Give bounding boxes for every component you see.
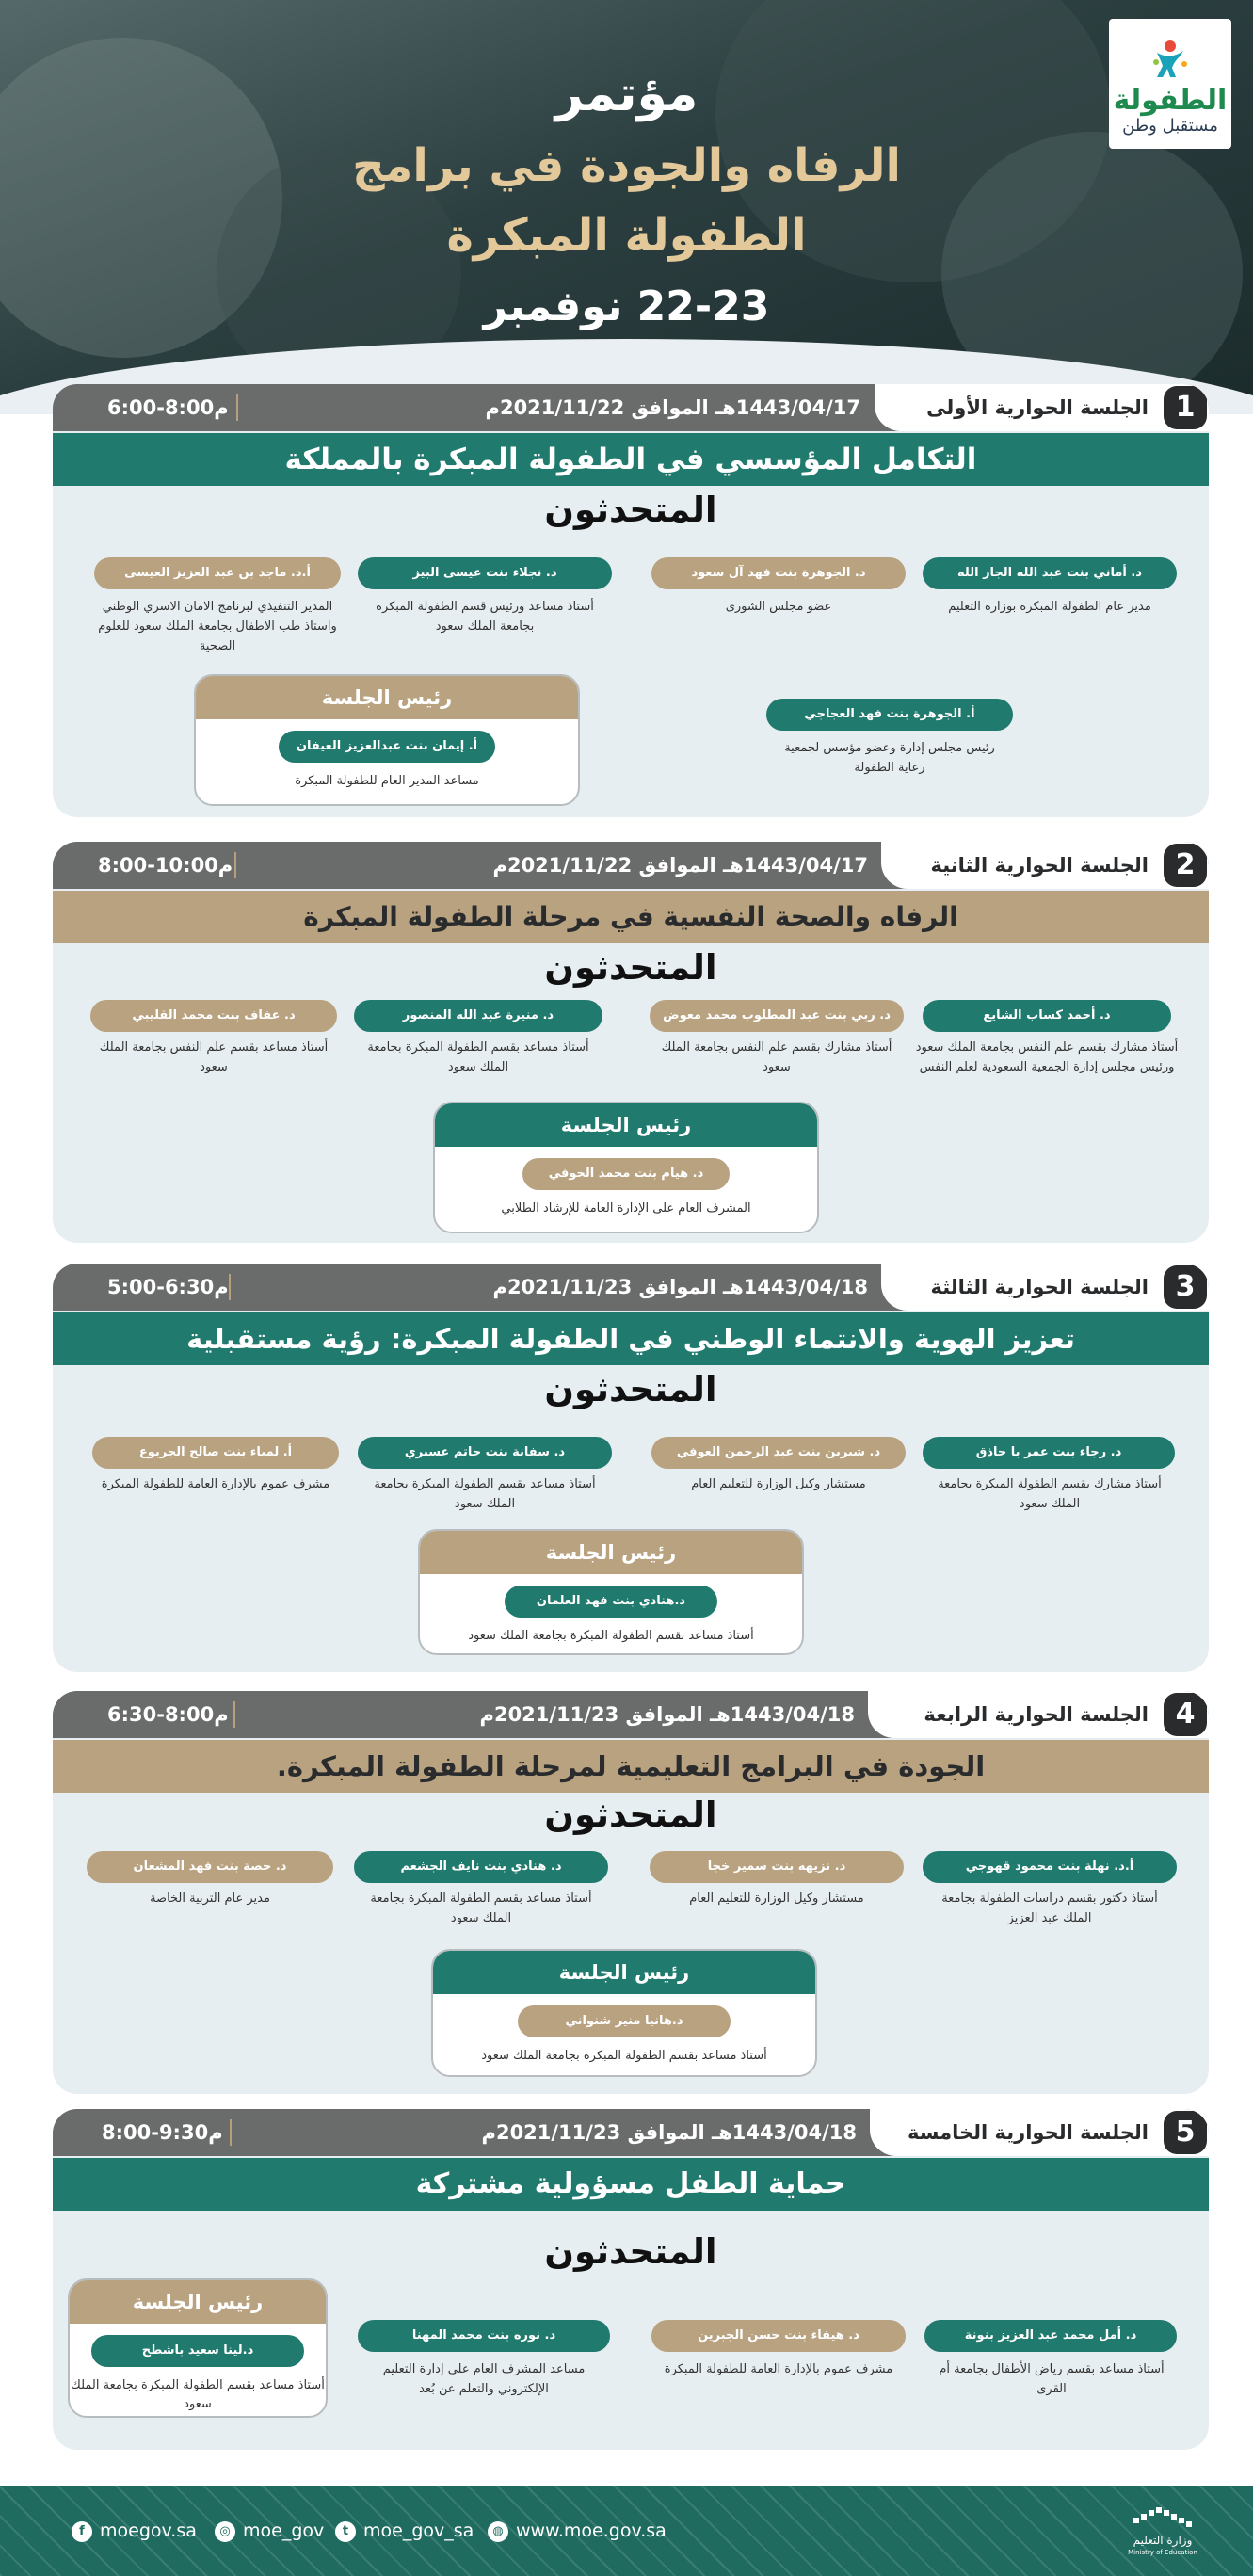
session-name-tab (881, 1264, 1209, 1311)
session-card-3 (53, 1264, 1209, 1672)
twitter-icon: t (335, 2521, 356, 2542)
session-chair-box (431, 1949, 817, 2077)
speaker-name: د. نوره بنت محمد المهنا (358, 2320, 610, 2352)
chair-heading: رئيس الجلسة (435, 1103, 817, 1147)
hero-banner (0, 0, 1253, 414)
chair-heading: رئيس الجلسة (433, 1951, 815, 1994)
chair-desc: أستاذ مساعد بقسم الطفولة المبكرة بجامعة الملك سعود (71, 2378, 325, 2411)
session-topic: الرفاه والصحة النفسية في مرحلة الطفولة المبكرة (53, 891, 1209, 943)
chair-heading: رئيس الجلسة (70, 2280, 326, 2324)
speaker-name: د. أماني بنت عبد الله الجار الله (923, 557, 1177, 589)
child-figure-icon (1151, 40, 1189, 77)
session-card-2 (53, 842, 1209, 1243)
session-card-4 (53, 1691, 1209, 2094)
speaker-desc: أستاذ مساعد بقسم الطفولة المبكرة بجامعة الملك سعود (370, 1892, 592, 1925)
chair-name: د. هيام بنت محمد الحوفي (522, 1158, 730, 1190)
speaker-name: د. حصة بنت فهد المشعان (87, 1851, 333, 1883)
speaker-desc: أستاذ مساعد بقسم علم النفس بجامعة الملك سعود (99, 1040, 329, 1074)
chair-desc: المشرف العام على الإدارة العامة للإرشاد الطلابي (501, 1201, 751, 1216)
ministry-name-en: Ministry of Education (1128, 2549, 1197, 2556)
twitter-link[interactable] (335, 2486, 474, 2576)
session-number: 3 (1164, 1265, 1207, 1309)
session-topic: حماية الطفل مسؤولية مشتركة (53, 2158, 1209, 2211)
speaker-name: د. رجاء بنت عمر با حاذق (923, 1437, 1175, 1469)
session-date: 1443/04/18هـ الموافق 2021/11/23م (481, 2121, 857, 2144)
website-url: www.moe.gov.sa (516, 2520, 667, 2541)
session-topic: الجودة في البرامج التعليمية لمرحلة الطفولة المبكرة. (53, 1740, 1209, 1793)
ministry-name-ar: وزارة التعليم (1133, 2534, 1193, 2547)
session-header (53, 1264, 1209, 1311)
session-name: الجلسة الحوارية الخامسة (907, 2121, 1149, 2144)
header-divider (230, 2119, 232, 2146)
speaker-name: د. شيرين بنت عبد الرحمن العوفي (651, 1437, 906, 1469)
facebook-icon: f (72, 2521, 92, 2542)
header-divider (233, 1701, 235, 1728)
speaker-desc: مشرف عموم بالإدارة العامة للطفولة المبكرة (664, 2362, 893, 2376)
chair-heading: رئيس الجلسة (196, 676, 578, 719)
speaker-desc: مستشار وكيل الوزارة للتعليم العام (691, 1477, 866, 1491)
twitter-handle: moe_gov_sa (363, 2520, 474, 2541)
speaker-name: د. نجلاء بنت عيسى البيز (358, 557, 612, 589)
instagram-link[interactable] (215, 2486, 324, 2576)
session-date: 1443/04/18هـ الموافق 2021/11/23م (492, 1276, 868, 1298)
speaker-name: د. سفانة بنت حاتم عسيري (358, 1437, 612, 1469)
hero-title-line3: الطفولة المبكرة (446, 209, 807, 262)
speaker-desc: مستشار وكيل الوزارة للتعليم العام (689, 1892, 864, 1906)
speakers-heading: المتحدثون (544, 947, 717, 988)
speaker-name: د. عفاف بنت محمد القليبي (90, 1000, 337, 1032)
session-topic: تعزيز الهوية والانتماء الوطني في الطفولة المبكرة: رؤية مستقبلية (53, 1312, 1209, 1365)
speaker-desc: المدير التنفيذي لبرنامج الامان الاسري الوطني واستاذ طب الاطفال بجامعة الملك سعود للعلوم الصحية (98, 600, 337, 653)
speakers-heading: المتحدثون (544, 490, 717, 530)
speaker-desc: أستاذ مشارك بقسم علم النفس بجامعة الملك سعود (661, 1040, 892, 1074)
speaker-name: د. أحمد كساب الشايع (923, 1000, 1171, 1032)
speaker-name: د. ربي بنت عبد المطلوب محمد معوض (650, 1000, 904, 1032)
logo-title: الطفولة (1113, 84, 1228, 117)
hero-title-line1: مؤتمر (554, 66, 699, 122)
hero-date: 22-23 نوفمبر (483, 282, 770, 330)
speaker-desc: مشرف عموم بالإدارة العامة للطفولة المبكرة (101, 1477, 330, 1491)
session-number: 1 (1164, 386, 1207, 429)
speaker-desc: مدير عام التربية الخاصة (150, 1892, 270, 1906)
session-topic: التكامل المؤسسي في الطفولة المبكرة بالمملكة (53, 433, 1209, 486)
speakers-heading: المتحدثون (544, 2231, 717, 2272)
session-name-tab (870, 2109, 1209, 2156)
session-time: 8:00-9:30م (102, 2121, 223, 2144)
header-divider (234, 852, 236, 878)
session-card-1 (53, 384, 1209, 817)
session-name: الجلسة الحوارية الثانية (930, 854, 1149, 877)
session-time: 5:00-6:30م (107, 1276, 229, 1298)
speaker-name: أ.د. نهلة بنت محمود قهوجي (923, 1851, 1177, 1883)
speaker-desc: أستاذ مساعد بقسم الطفولة المبكرة بجامعة الملك سعود (367, 1040, 589, 1074)
speakers-heading: المتحدثون (544, 1369, 717, 1409)
session-header (53, 384, 1209, 431)
session-time: 6:30-8:00م (107, 1703, 229, 1726)
facebook-link[interactable] (72, 2486, 197, 2576)
speaker-name: د. هنادي بنت نايف الجشعم (354, 1851, 608, 1883)
chair-desc: أستاذ مساعد بقسم الطفولة المبكرة بجامعة الملك سعود (468, 1629, 754, 1643)
speaker-name: د. هيفاء بنت حسن الجبرين (651, 2320, 906, 2352)
speaker-name: أ.د. ماجد بن عبد العزيز العيسى (94, 557, 341, 589)
speaker-desc: رئيس مجلس إدارة وعضو مؤسس لجمعية رعاية الطفولة (784, 741, 995, 775)
speaker-desc: أستاذ مساعد بقسم رياض الأطفال بجامعة أم القرى (939, 2362, 1165, 2396)
session-time: 6:00-8:00م (107, 396, 229, 419)
speaker-name: د. أمل محمد عبد العزيز بنونة (924, 2320, 1177, 2352)
session-chair-box (68, 2278, 328, 2418)
session-header (53, 1691, 1209, 1738)
session-name: الجلسة الحوارية الرابعة (924, 1703, 1149, 1726)
session-time: 8:00-10:00م (98, 854, 233, 877)
footer (0, 2486, 1253, 2576)
session-chair-box (194, 674, 580, 806)
chair-heading: رئيس الجلسة (420, 1531, 802, 1574)
speaker-desc: مساعد المشرف العام على إدارة التعليم الإلكتروني والتعلم عن بُعد (382, 2362, 586, 2396)
session-date: 1443/04/18هـ الموافق 2021/11/23م (479, 1703, 855, 1726)
chair-name: د.هنادي بنت فهد العلمان (505, 1586, 717, 1618)
website-link[interactable] (488, 2486, 667, 2576)
session-name: الجلسة الحوارية الثالثة (930, 1276, 1149, 1298)
chair-desc: أستاذ مساعد بقسم الطفولة المبكرة بجامعة الملك سعود (481, 2049, 767, 2063)
session-header (53, 842, 1209, 889)
session-date: 1443/04/17هـ الموافق 2021/11/22م (485, 396, 860, 419)
instagram-handle: moe_gov (243, 2520, 325, 2541)
session-number: 2 (1164, 844, 1207, 887)
chair-name: د.لينا سعيد باشطح (91, 2335, 304, 2367)
session-chair-box (433, 1102, 819, 1233)
facebook-handle: moegov.sa (100, 2520, 197, 2541)
session-name-tab (868, 1691, 1209, 1738)
speaker-desc: أستاذ مساعد بقسم الطفولة المبكرة بجامعة الملك سعود (374, 1477, 596, 1511)
speaker-name: د. منيرة عبد الله المنصور (354, 1000, 602, 1032)
chair-name: أ. إيمان بنت عبدالعزيز العيفان (279, 731, 495, 763)
session-date: 1443/04/17هـ الموافق 2021/11/22م (492, 854, 868, 877)
session-number: 5 (1164, 2111, 1207, 2154)
logo-subtitle: مستقبل وطن (1122, 116, 1218, 136)
speaker-name: د. الجوهرة بنت فهد آل سعود (651, 557, 906, 589)
speaker-name: د. نزيهه بنت سمير خجا (650, 1851, 904, 1883)
ministry-emblem-icon (1130, 2504, 1196, 2529)
chair-name: د.هانيا منير شنواني (518, 2005, 731, 2037)
speaker-desc: مدير عام الطفولة المبكرة بوزارة التعليم (948, 600, 1151, 614)
globe-icon: ◍ (488, 2521, 508, 2542)
instagram-icon: ◎ (215, 2521, 235, 2542)
speaker-desc: أستاذ مساعد ورئيس قسم الطفولة المبكرة بجامعة الملك سعود (376, 600, 594, 634)
session-card-5 (53, 2109, 1209, 2450)
header-divider (229, 1274, 231, 1300)
speaker-desc: عضو مجلس الشورى (725, 600, 832, 614)
speakers-heading: المتحدثون (544, 1795, 717, 1835)
speaker-desc: أستاذ دكتور بقسم دراسات الطفولة بجامعة الملك عبد العزيز (941, 1892, 1158, 1925)
speaker-name: أ. الجوهرة بنت فهد العجاجي (766, 699, 1013, 731)
ministry-logo (1120, 2504, 1205, 2561)
header-divider (236, 394, 238, 421)
chair-desc: مساعد المدير العام للطفولة المبكرة (295, 774, 479, 788)
session-name-tab (881, 842, 1209, 889)
hero-title-line2: الرفاه والجودة في برامج (352, 139, 901, 192)
speaker-desc: أستاذ مشارك بقسم علم النفس بجامعة الملك سعود ورئيس مجلس إدارة الجمعية السعودية لعلم النفس (915, 1040, 1179, 1074)
session-name-tab (875, 384, 1209, 431)
early-childhood-logo (1109, 19, 1231, 149)
speaker-name: أ. لمياء بنت صالح الجربوع (92, 1437, 339, 1469)
session-header (53, 2109, 1209, 2156)
session-chair-box (418, 1529, 804, 1655)
speaker-desc: أستاذ مشارك بقسم الطفولة المبكرة بجامعة الملك سعود (938, 1477, 1162, 1511)
session-name: الجلسة الحوارية الأولى (926, 396, 1149, 419)
session-number: 4 (1164, 1693, 1207, 1736)
